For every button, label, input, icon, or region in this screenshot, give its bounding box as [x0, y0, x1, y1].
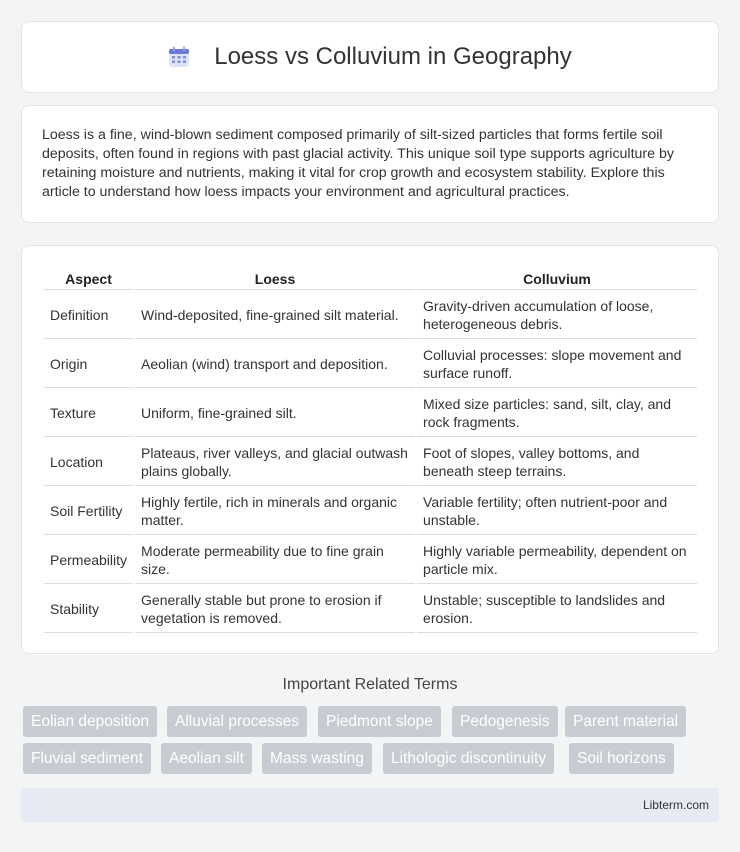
page-title: Loess vs Colluvium in Geography: [214, 43, 572, 70]
tag-piedmont-slope[interactable]: Piedmont slope: [318, 706, 441, 737]
table-row: [44, 439, 697, 486]
comparison-table: [42, 266, 699, 635]
cell-loess: Uniform, fine-grained silt.: [135, 390, 415, 437]
table-row: [44, 390, 697, 437]
table-header-row: [44, 268, 697, 290]
tag-fluvial-sediment[interactable]: Fluvial sediment: [23, 743, 151, 774]
related-terms-title: Important Related Terms: [282, 676, 458, 693]
tag-eolian-deposition[interactable]: Eolian deposition: [23, 706, 157, 737]
cell-aspect: Location: [44, 439, 133, 486]
table-row: [44, 341, 697, 388]
intro-card: [21, 105, 719, 223]
cell-aspect: Stability: [44, 586, 133, 633]
cell-loess: Aeolian (wind) transport and deposition.: [135, 341, 415, 388]
cell-aspect: Soil Fertility: [44, 488, 133, 535]
tag-soil-horizons[interactable]: Soil horizons: [569, 743, 674, 774]
header-loess: Loess: [135, 268, 415, 290]
tag-alluvial-processes[interactable]: Alluvial processes: [167, 706, 307, 737]
cell-loess: Plateaus, river valleys, and glacial outwash plains globally.: [135, 439, 415, 486]
table-row: [44, 292, 697, 339]
cell-loess: Highly fertile, rich in minerals and organic matter.: [135, 488, 415, 535]
calendar-icon: [168, 46, 190, 68]
cell-aspect: Texture: [44, 390, 133, 437]
header-card: [21, 21, 719, 93]
cell-aspect: Permeability: [44, 537, 133, 584]
cell-colluvium: Unstable; susceptible to landslides and erosion.: [417, 586, 697, 633]
cell-aspect: Origin: [44, 341, 133, 388]
tag-parent-material[interactable]: Parent material: [565, 706, 686, 737]
header-colluvium: Colluvium: [417, 268, 697, 290]
comparison-table-card: [21, 245, 719, 654]
footer: [21, 788, 719, 822]
cell-loess: Generally stable but prone to erosion if vegetation is removed.: [135, 586, 415, 633]
intro-paragraph: Loess is a fine, wind-blown sediment composed primarily of silt-sized particles that forms fertile soil deposits, often found in regions with past glacial activity. This unique soil type supports agriculture by retaining moisture and nutrients, making it vital for crop growth and ecosystem stability. Explore this article to understand how loess impacts your environment and agricultural practices.: [42, 127, 674, 200]
table-row: [44, 537, 697, 584]
cell-colluvium: Highly variable permeability, dependent on particle mix.: [417, 537, 697, 584]
cell-loess: Moderate permeability due to fine grain size.: [135, 537, 415, 584]
tag-mass-wasting[interactable]: Mass wasting: [262, 743, 372, 774]
footer-site-link[interactable]: Libterm.com: [642, 798, 709, 812]
cell-colluvium: Foot of slopes, valley bottoms, and beneath steep terrains.: [417, 439, 697, 486]
cell-loess: Wind-deposited, fine-grained silt material.: [135, 292, 415, 339]
tag-aeolian-silt[interactable]: Aeolian silt: [161, 743, 252, 774]
cell-colluvium: Gravity-driven accumulation of loose, heterogeneous debris.: [417, 292, 697, 339]
table-row: [44, 586, 697, 633]
cell-colluvium: Mixed size particles: sand, silt, clay, and rock fragments.: [417, 390, 697, 437]
table-row: [44, 488, 697, 535]
header-aspect: Aspect: [44, 268, 133, 290]
cell-aspect: Definition: [44, 292, 133, 339]
cell-colluvium: Variable fertility; often nutrient-poor and unstable.: [417, 488, 697, 535]
tag-lithologic-discontinuity[interactable]: Lithologic discontinuity: [383, 743, 554, 774]
cell-colluvium: Colluvial processes: slope movement and surface runoff.: [417, 341, 697, 388]
tag-pedogenesis[interactable]: Pedogenesis: [452, 706, 558, 737]
